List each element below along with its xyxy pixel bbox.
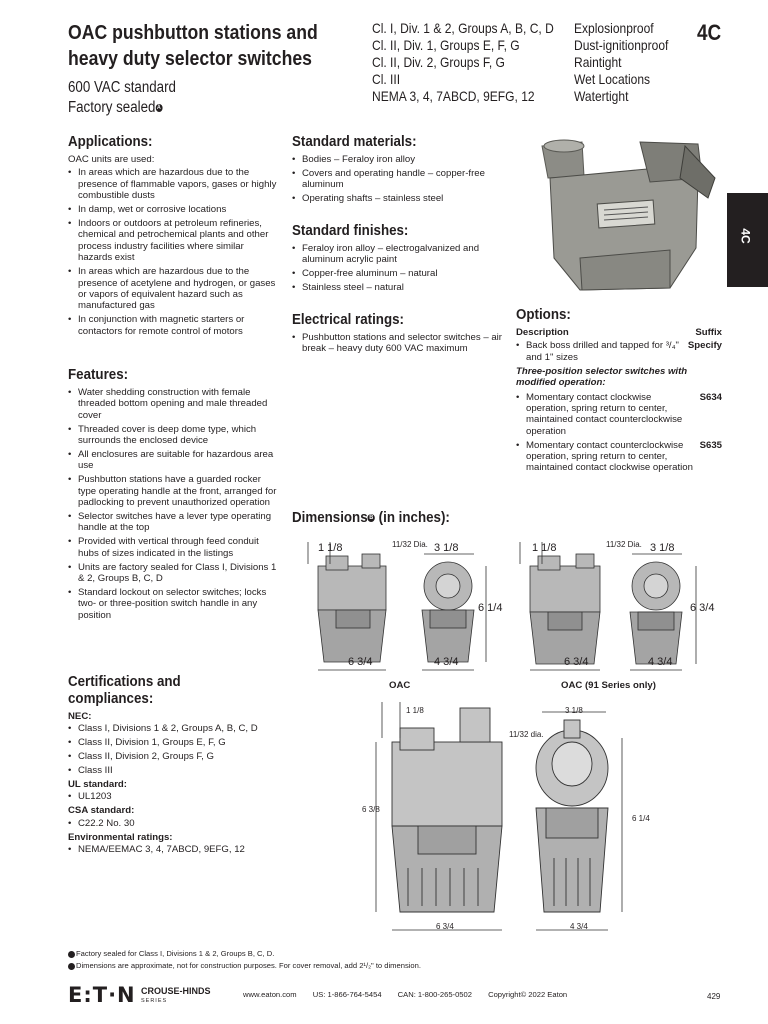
dim-label: 6 3/4: [690, 602, 715, 614]
footnotes: [68, 948, 421, 972]
materials-section: [292, 133, 502, 207]
ul-list: [68, 791, 280, 802]
dim-label: 1 1/8: [406, 706, 424, 715]
list-item: • Units are factory sealed for Class I, Divisions 1 & 2, Groups B, C, D: [68, 562, 280, 585]
list-item: • UL1203: [68, 791, 280, 802]
applications-section: [68, 133, 280, 340]
list-item: • Pushbutton stations and selector switches – air break – heavy duty 600 VAC maximum: [292, 332, 502, 355]
features-heading: Features:: [68, 367, 129, 383]
ul-label: UL standard:: [68, 779, 127, 791]
electrical-section: [292, 311, 502, 357]
footnote-a: Factory sealed for Class I, Divisions 1 & 2, Groups B, C, D.: [68, 948, 421, 960]
caption-oac-91: OAC (91 Series only): [561, 680, 656, 691]
csa-list: [68, 818, 280, 829]
dim-label: 6 3/4: [564, 656, 589, 668]
eaton-logo: E:T·N: [68, 983, 136, 1007]
list-item: • Standard lockout on selector switches; locks two- or three-position switch handle in any position: [68, 587, 280, 621]
list-item: • Class II, Division 1, Groups E, F, G: [68, 737, 280, 748]
footnote-b-marker: [68, 963, 75, 970]
option-item: • Momentary contact counterclockwise operation, spring return to center, maintained contact clockwise operation S635: [516, 440, 722, 474]
page-title: [68, 20, 317, 72]
materials-heading: Standard materials:: [292, 134, 417, 150]
list-item: • Copper-free aluminum – natural: [292, 268, 502, 279]
dim-label: 6 1/4: [632, 814, 650, 823]
dim-label: 6 3/8: [362, 805, 380, 814]
dim-label: 4 3/4: [648, 656, 673, 668]
nec-list: [68, 723, 280, 776]
nec-label: NEC:: [68, 711, 92, 722]
us-phone: US: 1-866-764-5454: [312, 990, 382, 999]
footnote-a-marker: [68, 951, 75, 958]
subtitle-line-2: Factory sealed A: [68, 99, 161, 116]
footnote-b-marker: B: [369, 515, 374, 522]
website-link[interactable]: www.eaton.com: [243, 990, 297, 999]
list-item: • Feraloy iron alloy – electrogalvanized and aluminum acrylic paint: [292, 243, 502, 266]
options-list: [516, 340, 722, 363]
list-item: • Covers and operating handle – copper-free aluminum: [292, 168, 502, 191]
list-item: • Operating shafts – stainless steel: [292, 193, 502, 204]
crouse-hinds-logo: CROUSE-HINDS SERIES: [141, 986, 211, 1004]
title-line-2: heavy duty selector switches: [68, 47, 312, 70]
list-item: • Pushbutton stations have a guarded rocker type operating handle at the front, arranged for padlocking to prevent unauthorized operation: [68, 474, 280, 508]
product-photo: [520, 138, 720, 298]
list-item: • In areas which are hazardous due to the presence of flammable vapors, gases or highly combustible dusts: [68, 167, 280, 201]
option-item: • Back boss drilled and tapped for ³/₄" and 1" sizes Specify: [516, 340, 722, 363]
list-item: • Water shedding construction with female threaded bottom opening and male threaded cover: [68, 387, 280, 421]
list-item: • Selector switches have a lever type operating handle at the top: [68, 511, 280, 534]
dim-label: 3 1/8: [565, 706, 583, 715]
dim-label: 11/32 dia.: [509, 730, 544, 739]
section-tab[interactable]: [727, 193, 768, 287]
footer-contact: [243, 990, 581, 999]
hazard-classes: Cl. I, Div. 1 & 2, Groups A, B, C, D Cl. II, Div. 1, Groups E, F, G Cl. II, Div. 2, Groups F, G Cl. III NEMA 3, 4, 7ABCD, 9EFG, 12: [372, 20, 554, 104]
footnote-b: Dimensions are approximate, not for construction purposes. For cover removal, add 2¹/₂" to dimension.: [68, 960, 421, 972]
dim-label: 11/32 Dia.: [392, 540, 428, 549]
suffix-column: Suffix: [695, 327, 722, 338]
footnote-a-marker: A: [157, 104, 161, 111]
option-item: • Momentary contact clockwise operation, spring return to center, maintained contact counterclockwise operation S634: [516, 392, 722, 438]
subtitle: [68, 78, 176, 118]
dim-label: 3 1/8: [434, 542, 459, 554]
finishes-section: [292, 222, 502, 296]
enclosure-ratings: Explosionproof Dust-ignitionproof Raintight Wet Locations Watertight: [574, 20, 669, 104]
applications-lead: OAC units are used:: [68, 154, 155, 165]
options-subheading: Three-position selector switches with modified operation:: [516, 365, 688, 389]
subtitle-line-1: 600 VAC standard: [68, 79, 176, 96]
dimensions-heading: Dimensions B (in inches):: [292, 510, 450, 526]
list-item: • Bodies – Feraloy iron alloy: [292, 154, 502, 165]
dim-label: 4 3/4: [570, 922, 588, 931]
list-item: • Stainless steel – natural: [292, 282, 502, 293]
list-item: • In conjunction with magnetic starters or contactors for remote control of motors: [68, 314, 280, 337]
applications-heading: Applications:: [68, 134, 153, 150]
dim-label: 1 1/8: [318, 542, 343, 554]
certifications-heading: Certifications and compliances:: [68, 674, 181, 707]
section-code: 4C: [697, 20, 722, 45]
list-item: • Threaded cover is deep dome type, which surrounds the enclosed device: [68, 424, 280, 447]
dim-label: 3 1/8: [650, 542, 675, 554]
list-item: • Provided with vertical through feed conduit hubs of sizes indicated in the listings: [68, 536, 280, 559]
options-table-header: [516, 327, 722, 338]
options-heading: Options:: [516, 307, 571, 323]
certifications-section: [68, 674, 280, 858]
csa-label: CSA standard:: [68, 805, 135, 817]
list-item: • All enclosures are suitable for hazardous area use: [68, 449, 280, 472]
dim-label: 4 3/4: [434, 656, 459, 668]
dim-label: 1 1/8: [532, 542, 557, 554]
applications-list: [68, 167, 280, 337]
selector-options-list: [516, 392, 722, 474]
features-list: [68, 387, 280, 621]
electrical-heading: Electrical ratings:: [292, 312, 404, 328]
can-phone: CAN: 1-800-265-0502: [397, 990, 472, 999]
dim-label: 6 3/4: [348, 656, 373, 668]
finishes-list: [292, 243, 502, 294]
copyright: Copyright© 2022 Eaton: [488, 990, 568, 999]
list-item: • Class III: [68, 765, 280, 776]
list-item: • Class II, Division 2, Groups F, G: [68, 751, 280, 762]
list-item: • In damp, wet or corrosive locations: [68, 204, 280, 215]
list-item: • NEMA/EEMAC 3, 4, 7ABCD, 9EFG, 12: [68, 844, 280, 855]
finishes-heading: Standard finishes:: [292, 223, 409, 239]
materials-list: [292, 154, 502, 205]
dim-label: 11/32 Dia.: [606, 540, 642, 549]
list-item: • Class I, Divisions 1 & 2, Groups A, B, C, D: [68, 723, 280, 734]
env-list: [68, 844, 280, 855]
env-label: Environmental ratings:: [68, 831, 173, 843]
page-number: 429: [707, 992, 721, 1001]
dim-label: 6 1/4: [478, 602, 503, 614]
section-tab-label: 4C: [738, 228, 753, 244]
dim-label: 6 3/4: [436, 922, 454, 931]
description-column: Description: [516, 327, 569, 338]
electrical-list: [292, 332, 502, 355]
features-section: [68, 366, 280, 624]
list-item: • In areas which are hazardous due to the presence of acetylene and hydrogen, or gases or vapors of equivalent hazard such as manufactured gas: [68, 266, 280, 312]
list-item: • Indoors or outdoors at petroleum refineries, chemical and petrochemical plants and other process industry facilities where similar hazards exist: [68, 218, 280, 264]
title-line-1: OAC pushbutton stations and: [68, 21, 318, 44]
caption-oac: OAC: [389, 680, 411, 691]
list-item: • C22.2 No. 30: [68, 818, 280, 829]
options-section: [516, 306, 722, 476]
